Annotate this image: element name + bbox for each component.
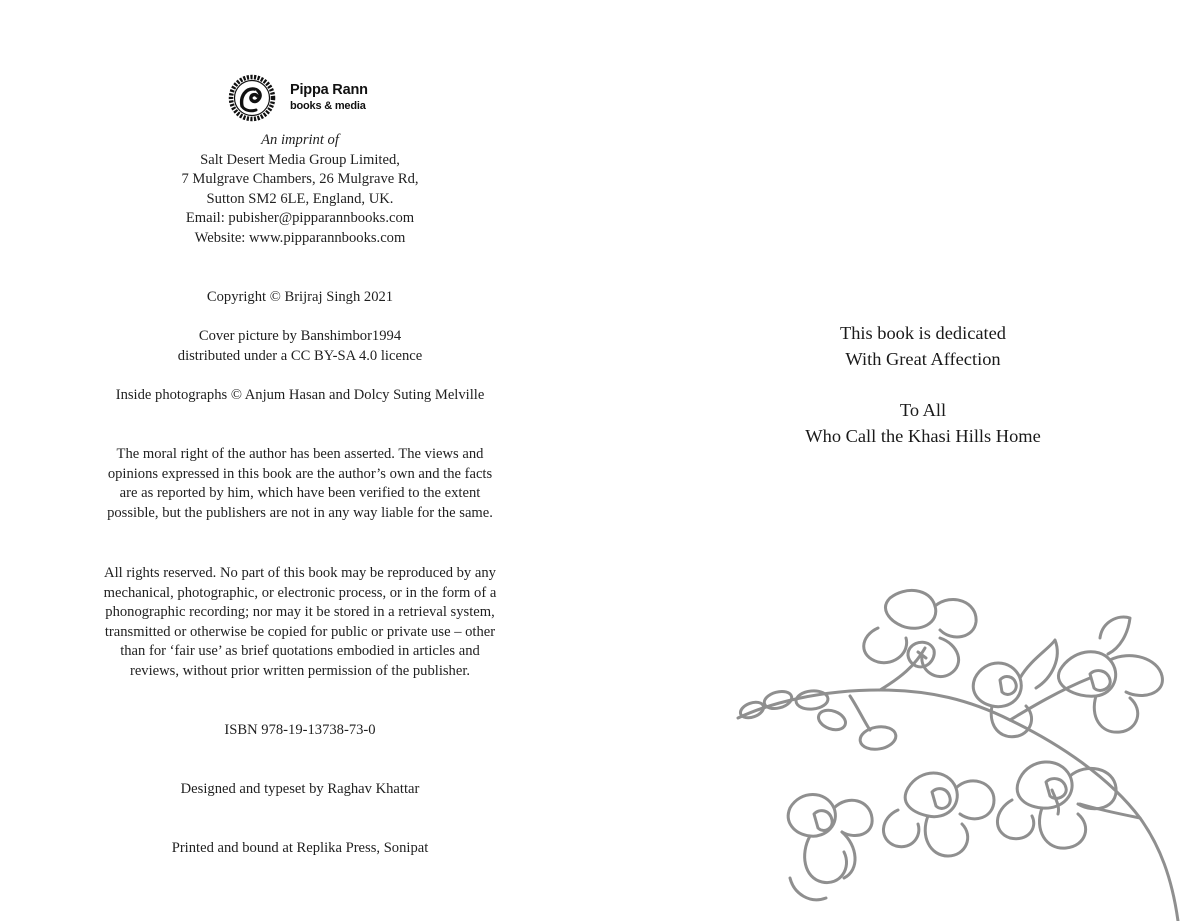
moral-rights-line: The moral right of the author has been asserted. The views and <box>116 446 484 462</box>
rights-reserved-line: reviews, without prior written permission of the publisher. <box>129 662 471 679</box>
rights-reserved-line: mechanical, photographic, or electronic process, or in the form of a <box>103 584 497 601</box>
rights-reserved-line: phonographic recording; nor may it be stored in a retrieval system, <box>105 604 495 621</box>
moral-rights-paragraph <box>0 445 600 523</box>
publisher-website: Website: www.pipparannbooks.com <box>194 229 406 246</box>
copyright-line: Copyright © Brijraj Singh 2021 <box>206 289 394 305</box>
dedication-line: Who Call the Khasi Hills Home <box>805 425 1041 446</box>
printer-credit <box>0 839 600 859</box>
dedication-block-2 <box>600 398 1200 450</box>
imprint-line: 7 Mulgrave Chambers, 26 Mulgrave Rd, <box>181 171 419 188</box>
moral-rights-line: possible, but the publishers are not in any way liable for the same. <box>107 504 493 521</box>
publisher-logo-subtitle: books & media <box>290 99 366 112</box>
snake-logo-icon <box>228 70 284 126</box>
designer-line: Designed and typeset by Raghav Khattar <box>180 781 420 797</box>
cover-credit-line: distributed under a CC BY-SA 4.0 licence <box>177 347 423 364</box>
imprint-line: Salt Desert Media Group Limited, <box>200 151 400 168</box>
publisher-logo <box>228 70 388 126</box>
rights-reserved-line: transmitted or otherwise be copied for public or private use – other <box>104 623 496 640</box>
isbn-line: ISBN 978-19-13738-73-0 <box>224 722 376 738</box>
photo-credit-line: Inside photographs © Anjum Hasan and Dolcy Suting Melville <box>115 387 485 403</box>
moral-rights-line: opinions expressed in this book are the author’s own and the facts <box>107 465 493 482</box>
moral-rights-line: are as reported by him, which have been verified to the extent <box>119 485 481 502</box>
dedication-page <box>600 0 1200 921</box>
publisher-email: Email: pubisher@pipparannbooks.com <box>185 210 415 227</box>
photo-credit <box>0 386 600 406</box>
publisher-logo-name: Pippa Rann <box>290 82 368 98</box>
dedication-line: To All <box>899 400 947 420</box>
orchid-illustration <box>730 578 1200 921</box>
rights-reserved-line: than for ‘fair use’ as brief quotations embodied in articles and <box>120 643 480 660</box>
cover-credit-line: Cover picture by Banshimbor1994 <box>198 328 402 344</box>
isbn <box>0 721 600 741</box>
dedication-block-1 <box>600 321 1200 373</box>
dedication-line: This book is dedicated <box>840 323 1006 343</box>
designer-credit <box>0 780 600 800</box>
cover-credit <box>0 327 600 366</box>
imprint-line: Sutton SM2 6LE, England, UK. <box>206 190 394 207</box>
imprint-block <box>0 131 600 249</box>
imprint-line: An imprint of <box>261 132 339 148</box>
rights-reserved-paragraph <box>0 564 600 682</box>
printer-line: Printed and bound at Replika Press, Sonipat <box>171 840 429 856</box>
dedication-line: With Great Affection <box>845 348 1001 369</box>
copyright-notice <box>0 288 600 308</box>
rights-reserved-line: All rights reserved. No part of this book may be reproduced by any <box>104 565 496 581</box>
